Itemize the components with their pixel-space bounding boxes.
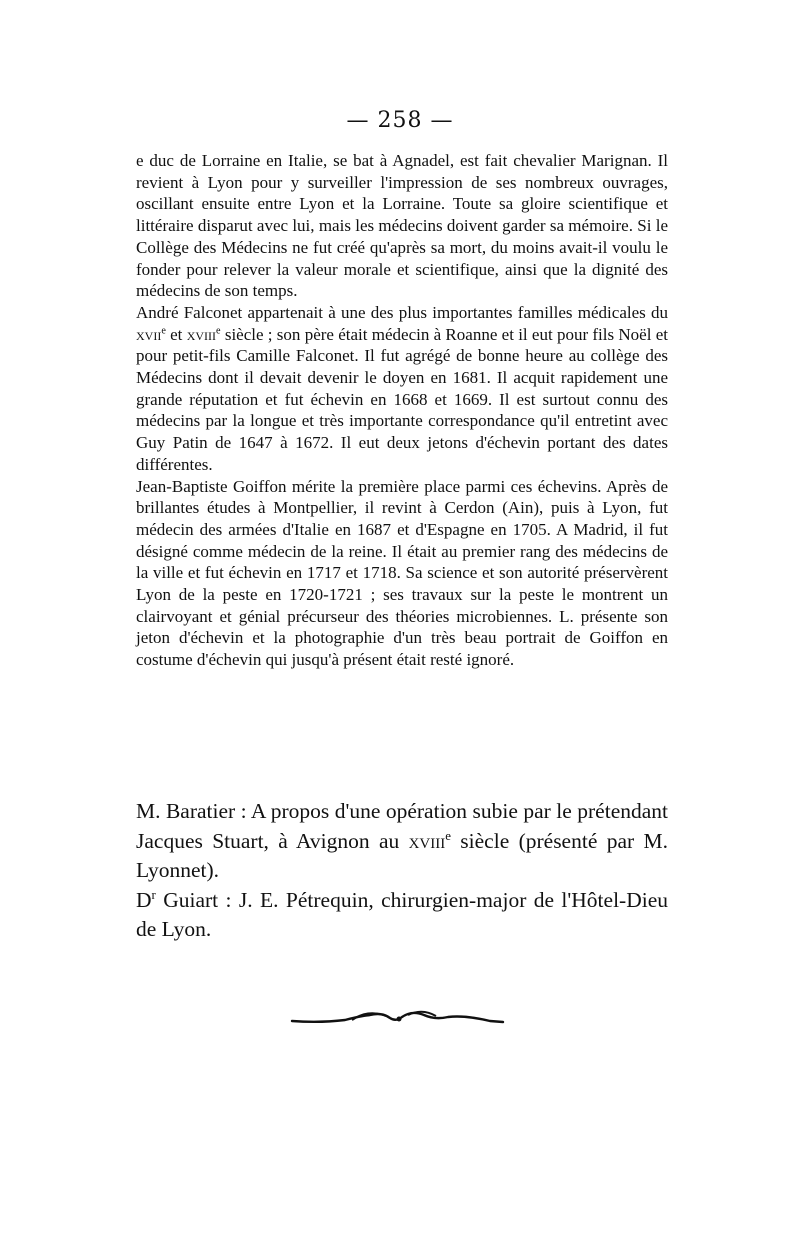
- page-number: — 258 —: [346, 108, 454, 133]
- paragraph-lemaire: e duc de Lorraine en Italie, se bat à Agnadel, est fait chevalier Marignan. Il revient à Lyon pour y surveiller l'impression de ses nombreux ouvrages, oscillant ensuite entre Lyon et la Lorraine. Toute sa gloire scientifique et littéraire disparut avec lui, mais les médecins doivent garder sa mémoire. Si le Collège des Médecins ne fut créé qu'après sa mort, du moins avait-il voulu le fonder pour relever la valeur morale et scientifique, ainsi que la dignité des médecins de son temps.: [136, 151, 668, 301]
- century-numeral: xvii: [136, 324, 162, 344]
- century-numeral: xviii: [408, 828, 446, 853]
- century-numeral: xviii: [186, 324, 217, 344]
- body-text: [136, 150, 668, 671]
- paragraph-text: André Falconet appartenait à une des plus importantes familles médicales du: [136, 302, 668, 322]
- paragraph-goiffon: Jean-Baptiste Goiffon mérite la première place parmi ces échevins. Après de brillantes études à Montpellier, il revint à Cerdon (Ain), puis à Lyon, fut médecin des armées d'Italie en 1687 et d'Espagne en 1705. A Madrid, il fut désigné comme médecin de la reine. Il était au premier rang des médecins de la ville et fut échevin en 1717 et 1718. Sa science et son autorité préservèrent Lyon de la peste en 1720-1721 ; ses travaux sur la peste le montrent un clairvoyant et génial précurseur des théories microbiennes. L. présente son jeton d'échevin et la photographie d'un très beau portrait de Goiffon en costume d'échevin qui jusqu'à présent était resté ignoré.: [136, 476, 668, 670]
- communications-list: [136, 797, 668, 945]
- communication-text: M. Baratier : A propos d'une opération subie par le prétendant Jacques Stuart, à Avignon au: [136, 799, 668, 853]
- author-title: D: [136, 887, 152, 912]
- communication-guiart: [136, 886, 668, 945]
- paragraph-text: siècle ; son père était médecin à Roanne et il eut pour fils Noël et pour petit-fils Camille Falconet. Il fut agrégé de bonne heure au collège des Médecins dont il devait devenir le doyen en 1681. Il acquit rapidement une grande réputation et fut échevin en 1668 et 1669. Il est surtout connu des médecins par la longue et très importante correspondance qu'il entretint avec Guy Patin de 1647 à 1672. Il eut deux jetons d'échevin portant des dates différentes.: [136, 324, 668, 474]
- communication-text: siècle (présenté par M. Lyonnet).: [136, 828, 668, 882]
- paragraph-falconet: [136, 302, 668, 476]
- communication-text: Guiart : J. E. Pétrequin, chirurgien-major de l'Hôtel-Dieu de Lyon.: [136, 887, 668, 941]
- century-superscript: e: [445, 828, 451, 843]
- ornament-flourish: [290, 1006, 505, 1028]
- century-superscript: e: [216, 324, 221, 336]
- author-title-superscript: r: [151, 887, 156, 902]
- paragraph-text: et: [165, 324, 187, 344]
- century-superscript: e: [161, 324, 166, 336]
- communication-baratier: [136, 797, 668, 886]
